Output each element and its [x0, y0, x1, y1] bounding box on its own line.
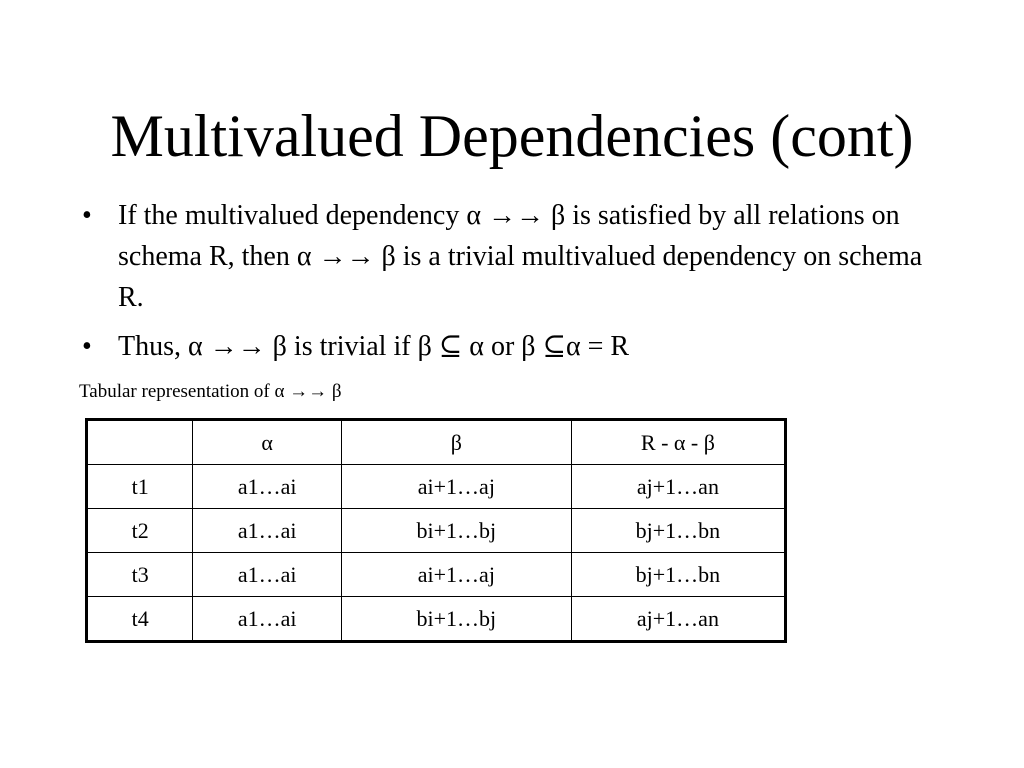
table-row: [87, 465, 786, 509]
mvd-table: [85, 418, 787, 643]
table-cell: a1…ai: [193, 465, 341, 509]
slide-title: Multivalued Dependencies (cont): [110, 103, 914, 169]
bullet-item: [78, 326, 948, 367]
table-cell: bj+1…bn: [571, 509, 785, 553]
header-cell: R - α - β: [571, 420, 785, 465]
table-caption: Tabular representation of α →→ β: [79, 381, 342, 402]
bullet-item: [78, 195, 948, 318]
bullet-icon: •: [82, 331, 92, 362]
table-cell: a1…ai: [193, 509, 341, 553]
bullet-list: [78, 195, 948, 375]
table-cell: bj+1…bn: [571, 553, 785, 597]
table-cell: t2: [87, 509, 193, 553]
table-cell: bi+1…bj: [341, 509, 571, 553]
table-cell: ai+1…aj: [341, 465, 571, 509]
table-header-row: [87, 420, 786, 465]
table-cell: a1…ai: [193, 597, 341, 642]
table-cell: aj+1…an: [571, 465, 785, 509]
table-cell: ai+1…aj: [341, 553, 571, 597]
table-row: [87, 553, 786, 597]
bullet-icon: •: [82, 200, 92, 231]
table-cell: t4: [87, 597, 193, 642]
table-cell: a1…ai: [193, 553, 341, 597]
table-row: [87, 509, 786, 553]
table-cell: t1: [87, 465, 193, 509]
header-cell: β: [341, 420, 571, 465]
header-cell: α: [193, 420, 341, 465]
table-row: [87, 597, 786, 642]
bullet-text: Thus, α →→ β is trivial if β ⊆ α or β ⊆α = R: [118, 331, 630, 362]
table-cell: t3: [87, 553, 193, 597]
table-cell: aj+1…an: [571, 597, 785, 642]
bullet-text: If the multivalued dependency α →→ β is satisfied by all relations on schema R, then α →→ β is a trivial multivalued dependency on schema R.: [118, 200, 923, 313]
table-cell: bi+1…bj: [341, 597, 571, 642]
header-cell: [87, 420, 193, 465]
